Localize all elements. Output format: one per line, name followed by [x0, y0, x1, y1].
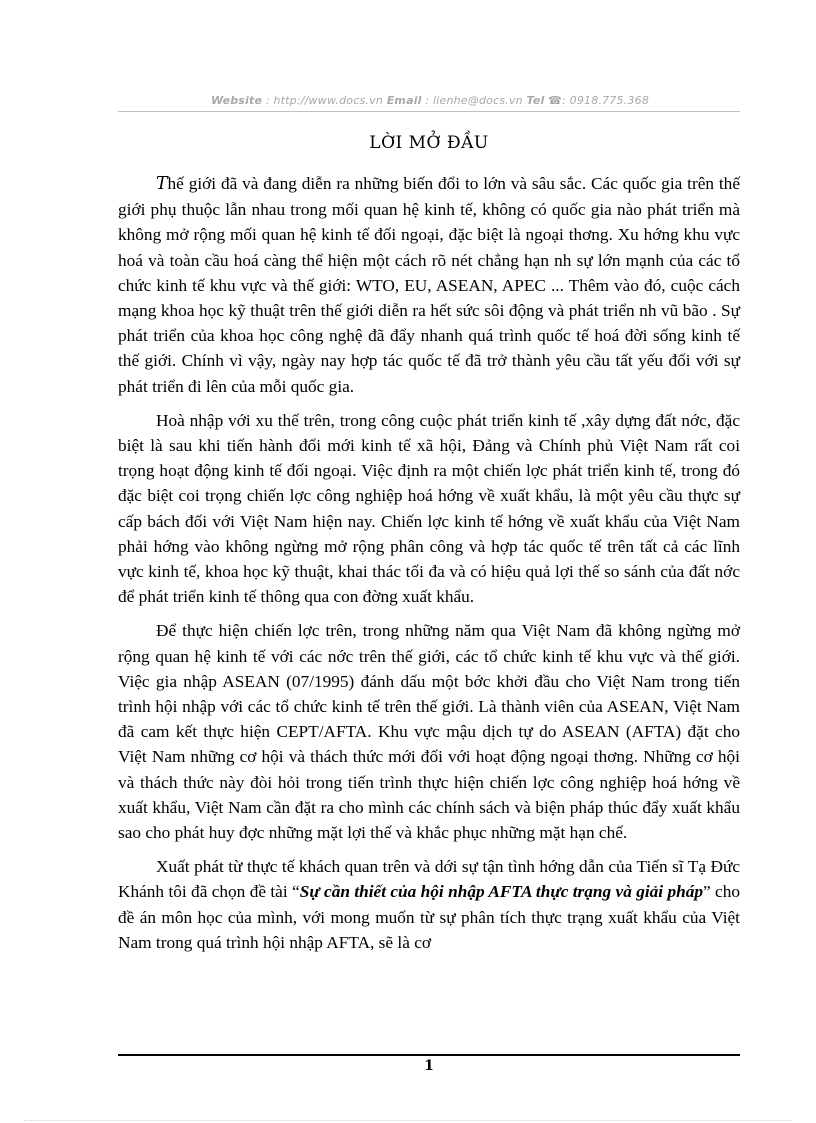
paragraph-1: Thế giới đã và đang diễn ra những biến đổi to lớn và sâu sắc. Các quốc gia trên thế giới phụ thuộc lẫn nhau trong mối quan hệ kinh tế, không có quốc gia nào phát triển mà không mở rộng mối quan hệ kinh tế đối ngoại, đặc biệt là ngoại thơng. Xu hớng khu vực hoá và toàn cầu hoá càng thể hiện một cách rõ nét chẳng hạn nh sự lớn mạnh của các tổ chức kinh tế khu vực và thế giới: WTO, EU, ASEAN, APEC ... Thêm vào đó, cuộc cách mạng khoa học kỹ thuật trên thế giới diễn ra hết sức sôi động và phát triển nh vũ bão . Sự phát triển của khoa học công nghệ đã đẩy nhanh quá trình quốc tế hoá đời sống kinh tế thế giới. Chính vì vậy, ngày nay hợp tác quốc tế đã trở thành yêu cầu tất yếu đối với sự phát triển đi lên của mỗi quốc gia. [118, 174, 740, 396]
email-label: Email [386, 94, 422, 107]
paragraph-4-text-after: ” cho đề án môn học của mình, với mong muốn từ sự phân tích thực trạng xuất khẩu của Việt Nam trong quá trình hội nhập AFTA, sẽ là cơ [118, 882, 740, 952]
header-divider [118, 111, 740, 112]
tel-label: Tel [526, 94, 545, 107]
footer-divider [118, 1054, 740, 1056]
website-label: Website [210, 94, 263, 107]
page-bottom-edge [24, 1120, 792, 1121]
paragraph-2: Hoà nhập với xu thế trên, trong công cuộc phát triển kinh tế ,xây dựng đất nớc, đặc biệt là sau khi tiến hành đổi mới kinh tế xã hội, Đảng và Chính phủ Việt Nam rất coi trọng hoạt động kinh tế đối ngoại. Việc định ra một chiến lợc phát triển kinh tế, trong đó đặc biệt coi trọng chiến lợc công nghiệp hoá hớng về xuất khẩu, là một yêu cầu thực sự cấp bách đối với Việt Nam hiện nay. Chiến lợc kinh tế hớng về xuất khẩu của Việt Nam phải hớng vào không ngừng mở rộng phân công và hợp tác quốc tế trên tất cả các lĩnh vực kinh tế, khoa học kỹ thuật, khai thác tối đa và có hiệu quả lợi thế so sánh của đất nớc để phát triển kinh tế thông qua con đờng xuất khẩu. [118, 410, 740, 607]
paragraph-4 [118, 854, 740, 955]
page-header [118, 94, 742, 107]
phone-icon: ☎ [548, 94, 563, 107]
paragraph-3: Để thực hiện chiến lợc trên, trong những năm qua Việt Nam đã không ngừng mở rộng quan hệ kinh tế với các nớc trên thế giới, các tổ chức kinh tế khu vực và thế giới. Việc gia nhập ASEAN (07/1995) đánh dấu một bớc khởi đầu cho Việt Nam trong tiến trình hội nhập với các tổ chức kinh tế trên thế giới. Là thành viên của ASEAN, Việt Nam đã cam kết thực hiện CEPT/AFTA. Khu vực mậu dịch tự do ASEAN (AFTA) đặt cho Việt Nam những cơ hội và thách thức mới đối với hoạt động ngoại thơng. Những cơ hội và thách thức này đòi hỏi trong tiến trình thực hiện chiến lợc công nghiệp hoá hớng về xuất khẩu, Việt Nam cần đặt ra cho mình các chính sách và biện pháp thúc đẩy xuất khẩu sao cho phát huy đợc những mặt lợi thế và khắc phục những mặt hạn chế. [118, 621, 740, 843]
paragraph-4-text-before: Xuất phát từ thực tế khách quan trên và dới sự tận tình hớng dẫn của Tiến sĩ Tạ Đức Khánh tôi đã chọn đề tài “ [118, 857, 740, 902]
tel-value: : 0918.775.368 [562, 94, 650, 107]
page-title: LỜI MỞ ĐẦU [369, 133, 489, 153]
document-body [118, 171, 740, 964]
email-value: : lienhe@docs.vn [425, 94, 523, 107]
page-number: 1 [424, 1058, 434, 1074]
thesis-title: Sự cần thiết của hội nhập AFTA thực trạng và giải pháp [299, 882, 703, 902]
website-value: : http://www.docs.vn [265, 94, 383, 107]
